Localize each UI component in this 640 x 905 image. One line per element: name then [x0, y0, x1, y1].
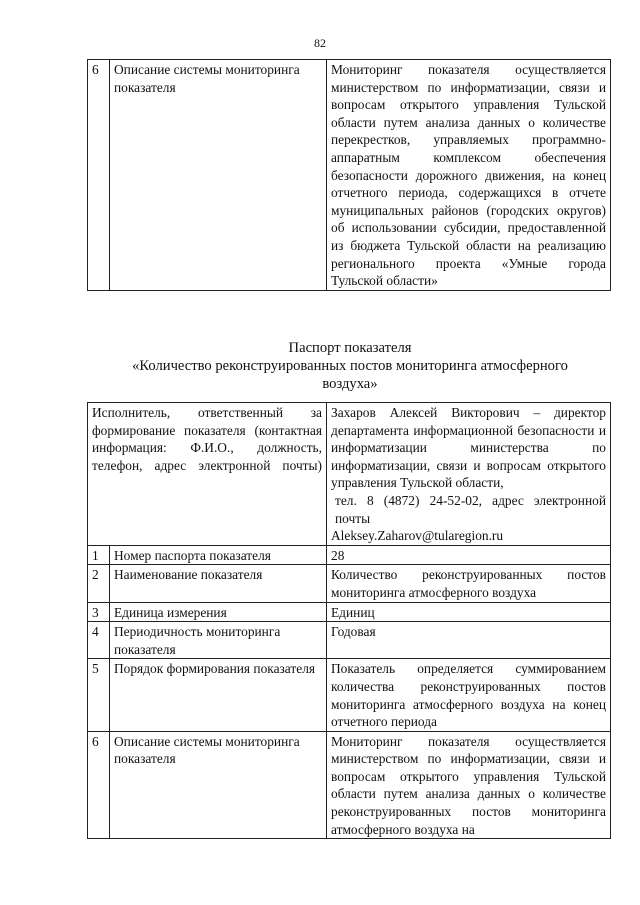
- row-label: Порядок формирования показателя: [110, 659, 327, 731]
- page-number: 82: [314, 36, 326, 50]
- passport-table: [87, 402, 611, 839]
- row-label: Номер паспорта показателя: [110, 545, 327, 565]
- row-value: Количество реконструированных постов мониторинга атмосферного воздуха: [327, 565, 611, 602]
- contact-position: Захаров Алексей Викторович – директор департамента информационной безопасности и информатизации министерства по информатизации, связи и вопросам открытого управления Тульской области,: [331, 405, 606, 491]
- row-value: Мониторинг показателя осуществляется министерством по информатизации, связи и вопросам открытого управления Тульской области путем анализа данных о количестве перекрестков, управляемых программно-аппаратным комплексом обеспечения безопасности дорожного движения, на конец отчетного периода, содержащихся в отчете муниципальных районов (городских округов) об использовании субсидии, предоставленной из бюджета Тульской области на реализацию регионального проекта «Умные города Тульской области»: [327, 60, 611, 291]
- row-label: Единица измерения: [110, 602, 327, 622]
- table-row: [88, 602, 611, 622]
- passport-title: Паспорт показателя: [288, 340, 412, 356]
- contact-value: [327, 403, 611, 546]
- contact-label: Исполнитель, ответственный за формирование показателя (контактная информация: Ф.И.О., должность, телефон, адрес электронной почты): [88, 403, 327, 546]
- row-value: Мониторинг показателя осуществляется министерством по информатизации, связи и вопросам открытого управления Тульской области путем анализа данных о количестве реконструированных постов мониторинга атмосферного воздуха на: [327, 731, 611, 839]
- row-value: Годовая: [327, 622, 611, 659]
- contact-phone: тел. 8 (4872) 24-52-02, адрес электронной почты: [335, 492, 606, 526]
- row-value: Единиц: [327, 602, 611, 622]
- table-row: [88, 622, 611, 659]
- contact-row: [88, 403, 611, 546]
- contact-email: Aleksey.Zaharov@tularegion.ru: [331, 528, 504, 544]
- row-number: 6: [88, 731, 110, 839]
- indicator-table-continued: [87, 59, 611, 291]
- row-number: 6: [88, 60, 110, 291]
- row-value: Показатель определяется суммированием количества реконструированных постов мониторинга атмосферного воздуха на конец отчетного периода: [327, 659, 611, 731]
- row-label: Наименование показателя: [110, 565, 327, 602]
- row-number: 3: [88, 602, 110, 622]
- row-label: Описание системы мониторинга показателя: [110, 731, 327, 839]
- row-number: 4: [88, 622, 110, 659]
- table-row: [88, 545, 611, 565]
- row-label: Периодичность мониторинга показателя: [110, 622, 327, 659]
- row-label: Описание системы мониторинга показателя: [110, 60, 327, 291]
- row-value: 28: [327, 545, 611, 565]
- table-row: [88, 659, 611, 731]
- row-number: 5: [88, 659, 110, 731]
- row-number: 1: [88, 545, 110, 565]
- passport-subtitle: «Количество реконструированных постов мониторинга атмосферного: [132, 358, 568, 374]
- table-row: [88, 565, 611, 602]
- passport-subtitle-end: воздуха»: [322, 376, 378, 392]
- table-row: [88, 731, 611, 839]
- table-row: [88, 60, 611, 291]
- row-number: 2: [88, 565, 110, 602]
